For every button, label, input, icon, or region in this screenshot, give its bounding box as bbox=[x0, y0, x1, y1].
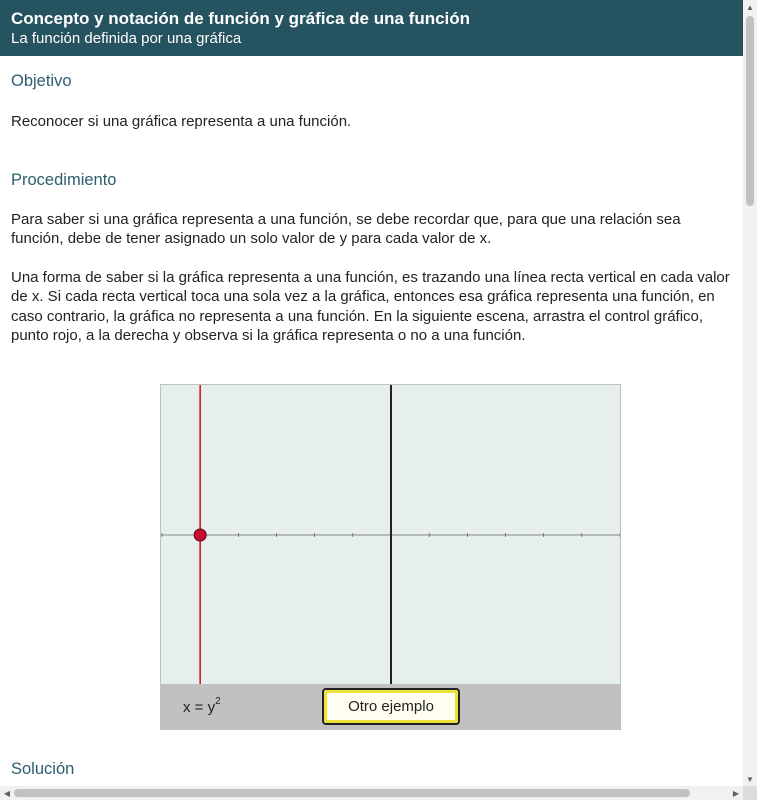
procedimiento-paragraph-1: Para saber si una gráfica representa a una función, se debe recordar que, para que una relación sea función, debe de tener asignado un solo valor de y para cada valor de x. bbox=[11, 211, 681, 248]
horizontal-scrollbar[interactable] bbox=[0, 786, 743, 800]
equation-lhs: x = y bbox=[183, 699, 216, 716]
scroll-left-icon[interactable]: ◀ bbox=[3, 788, 11, 798]
scene-graph[interactable] bbox=[161, 385, 620, 684]
equation-exponent: 2 bbox=[215, 696, 221, 707]
equation-label bbox=[183, 698, 221, 716]
interactive-scene[interactable] bbox=[160, 384, 621, 730]
horizontal-scroll-thumb[interactable] bbox=[14, 789, 690, 797]
scroll-up-icon[interactable]: ▲ bbox=[746, 2, 754, 12]
scene-control-bar bbox=[161, 684, 620, 729]
page-subtitle: La función definida por una gráfica bbox=[11, 30, 242, 47]
procedimiento-paragraph-2: Una forma de saber si la gráfica representa a una función, es trazando una línea recta vertical en cada valor de x. Si cada recta vertical toca una sola vez a la gráfica, entonces esa gráfica representa una función, en caso contrario, la gráfica no representa a una función. En la siguiente escena, arrastra el control gráfico, punto rojo, a la derecha y observa si la gráfica representa o no a una función. bbox=[11, 269, 730, 345]
objetivo-heading: Objetivo bbox=[11, 72, 72, 90]
objetivo-text: Reconocer si una gráfica representa a una función. bbox=[11, 113, 352, 130]
vertical-scroll-thumb[interactable] bbox=[746, 16, 754, 206]
page-title: Concepto y notación de función y gráfica de una función bbox=[11, 9, 471, 28]
procedimiento-heading: Procedimiento bbox=[11, 171, 117, 189]
otro-ejemplo-button[interactable]: Otro ejemplo bbox=[322, 688, 460, 725]
vertical-scrollbar[interactable] bbox=[743, 0, 757, 786]
solucion-heading: Solución bbox=[11, 760, 75, 778]
red-control-point[interactable] bbox=[194, 529, 206, 541]
page-header bbox=[0, 0, 743, 56]
scroll-right-icon[interactable]: ▶ bbox=[732, 788, 740, 798]
scrollbar-corner bbox=[743, 786, 757, 800]
scroll-down-icon[interactable]: ▼ bbox=[746, 774, 754, 784]
